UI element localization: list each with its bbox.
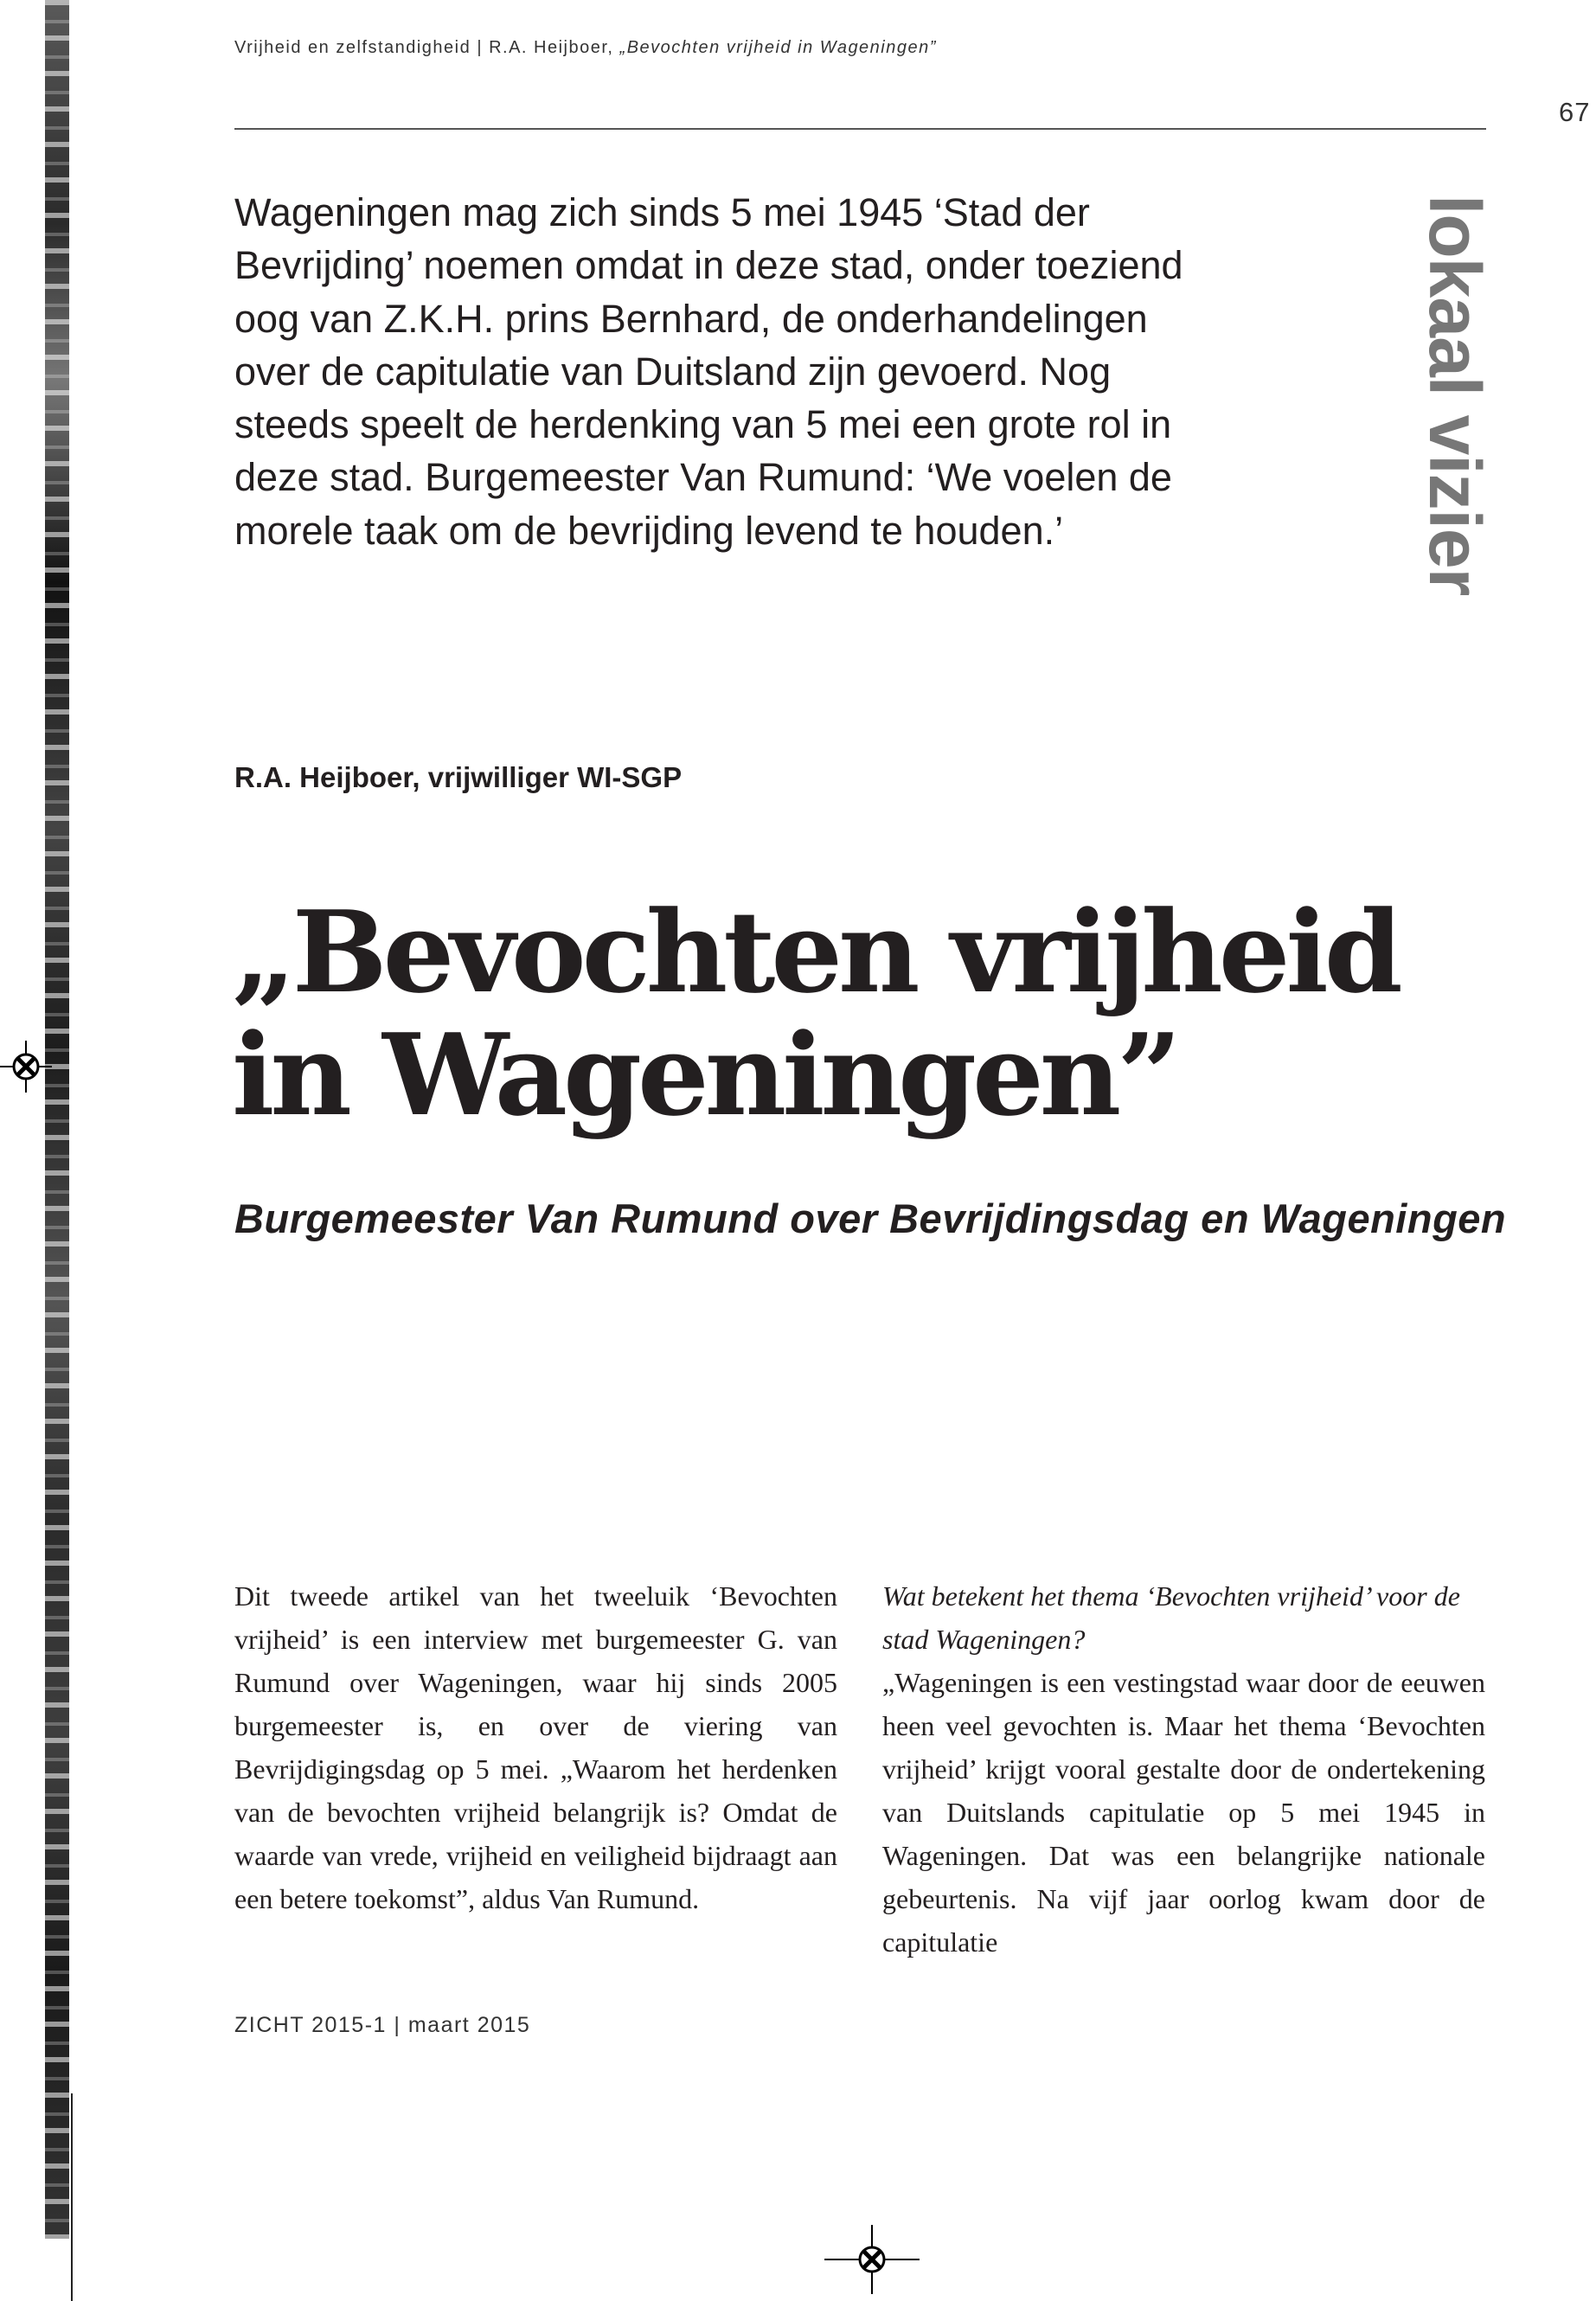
running-header bbox=[234, 38, 937, 58]
interview-question: Wat betekent het thema ‘Bevochten vrijheid’ voor de stad Wageningen? bbox=[882, 1580, 1460, 1655]
footer-publication: ZICHT 2015-1 bbox=[234, 2013, 387, 2037]
footer-date: maart 2015 bbox=[407, 2013, 531, 2037]
header-author: R.A. Heijboer, bbox=[489, 38, 614, 57]
header-section: Vrijheid en zelfstandigheid bbox=[234, 38, 471, 57]
headline: „Bevochten vrijheid in Wageningen” bbox=[232, 886, 1399, 1141]
header-rule bbox=[234, 128, 1486, 130]
footer-separator: | bbox=[394, 2013, 401, 2037]
header-article-title: „Bevochten vrijheid in Wageningen” bbox=[619, 38, 937, 57]
intro-paragraph: Wageningen mag zich sinds 5 mei 1945 ‘Stad der Bevrijding’ noemen omdat in deze stad, onder toeziend oog van Z.K.H. prins Bernhard, de onderhandelingen over de capitulatie van Duitsland zijn gevoerd. Nog steeds speelt de herdenking van 5 mei een grote rol in deze stad. Burgemeester Van Rumund: ‘We voelen de morele taak om de bevrijding levend te houden.’ bbox=[234, 190, 1183, 553]
body-right-column bbox=[882, 1574, 1485, 1964]
header-separator: | bbox=[477, 38, 484, 57]
left-column-paragraph: Dit tweede artikel van het tweeluik ‘Bevochten vrijheid’ is een interview met burgemeester G. van Rumund over Wageningen, waar hij sinds 2005 burgemeester is, en over de viering van Bevrijdigingsdag op 5 mei. „Waarom het herdenken van de bevochten vrijheid belangrijk is? Omdat de waarde van vrede, vrijheid en veiligheid bijdraagt aan een betere toekomst”, aldus Van Rumund. bbox=[234, 1580, 837, 1914]
subtitle: Burgemeester Van Rumund over Bevrijdingsdag en Wageningen bbox=[234, 1195, 1507, 1241]
body-left-column bbox=[234, 1574, 837, 1920]
decorative-photo-strip bbox=[45, 0, 69, 2239]
page-number: 67 bbox=[1559, 97, 1591, 127]
author-line: R.A. Heijboer, vrijwilliger WI-SGP bbox=[234, 761, 683, 793]
strip-edge-line bbox=[71, 2093, 73, 2301]
interview-answer: „Wageningen is een vestingstad waar door de eeuwen heen veel gevochten is. Maar het thema ‘Bevochten vrijheid’ krijgt vooral gestalte door de ondertekening van Duitslands capitulatie op 5 mei 1945 in Wageningen. Dat was een belangrijke nationale gebeurtenis. Na vijf jaar oorlog kwam door de capitulatie bbox=[882, 1667, 1485, 1958]
intro-block bbox=[234, 186, 1212, 557]
footer bbox=[234, 2013, 530, 2038]
registration-mark-icon bbox=[0, 1041, 52, 1093]
section-label: lokaal vizier bbox=[1414, 195, 1496, 596]
registration-mark-icon bbox=[824, 2225, 920, 2294]
